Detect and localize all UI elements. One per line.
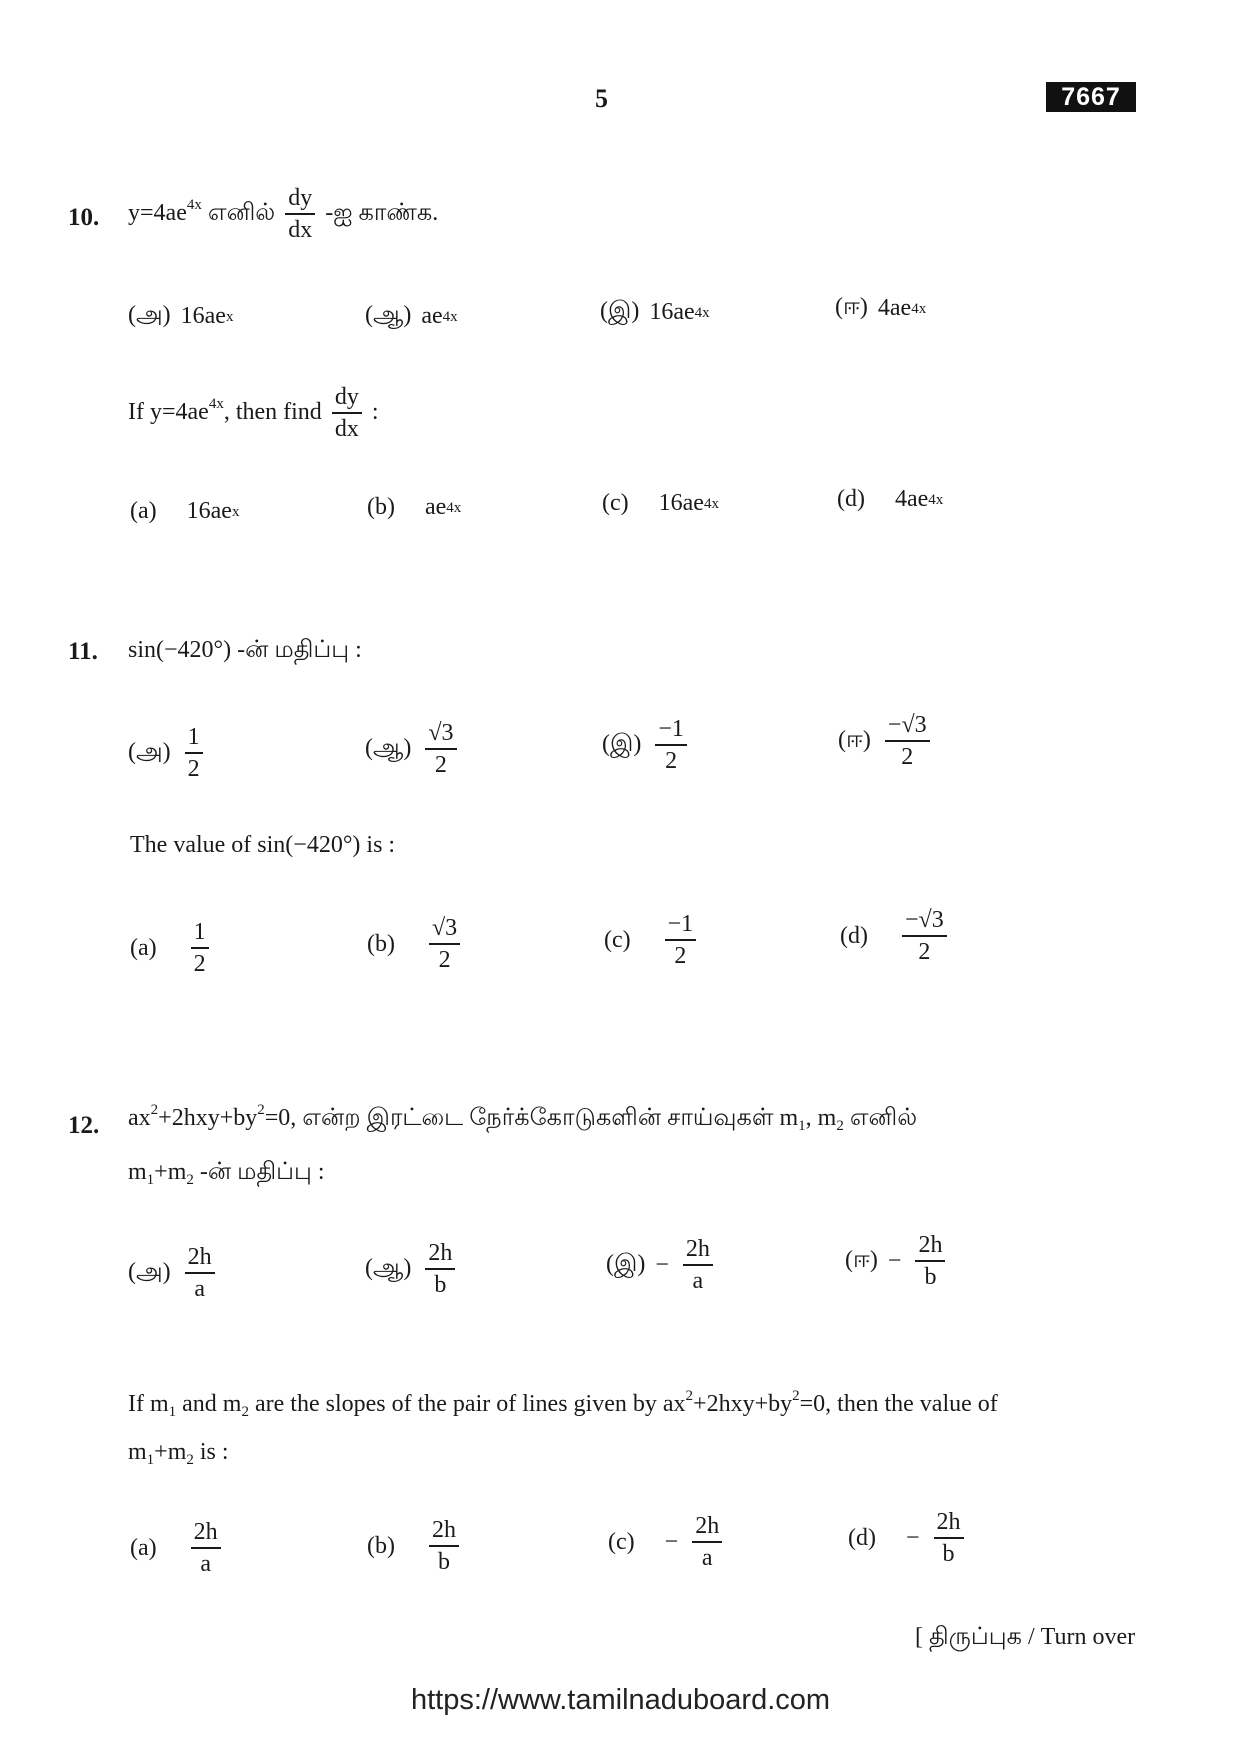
q10-tamil-option-2: (ஆ) ae 4x — [365, 302, 458, 329]
q12-tamil-option-2: (ஆ) $\frac{2h}{b}$ — [365, 1241, 459, 1298]
q12-tamil-option-3: (இ) − $\frac{2h}{a}$ — [606, 1237, 717, 1294]
q10-tamil-option-1: (அ) 16ae x — [128, 302, 234, 329]
question-12-english-line1: If $m_1$ and $m_2$ are the slopes of the pair of lines given by $ax^2+2hxy+by^2=0$, then the value of — [128, 1388, 998, 1420]
paper-code-badge: 7667 — [1046, 82, 1136, 112]
q11-english-option-b: (b) $\frac{√3}{2}$ — [367, 916, 464, 973]
q10-english-option-d: (d) 4ae 4x — [837, 486, 944, 512]
question-12-tamil-line1: $ax^2+2hxy+by^2=0$, என்ற இரட்டை நேர்க்கோடுகளின் சாய்வுகள் $m_1$, $m_2$ எனில் — [128, 1102, 918, 1134]
question-11-english-stem: The value of sin(−420°) is : — [130, 832, 396, 858]
turn-over-note: [ திருப்புக / Turn over — [915, 1624, 1136, 1650]
derivative-fraction: $\frac{dy}{dx}$ — [285, 186, 315, 243]
q11-tamil-option-2: (ஆ) $\frac{√3}{2}$ — [365, 721, 461, 778]
question-10-number: 10. — [68, 204, 100, 231]
q10-tamil-option-3: (இ) 16ae 4x — [600, 298, 710, 325]
page-number: 5 — [595, 84, 608, 113]
question-11-number: 11. — [68, 638, 98, 665]
website-url[interactable]: https://www.tamilnaduboard.com — [410, 1684, 831, 1716]
question-11-tamil-stem: sin(−420°) -ன் மதிப்பு : — [128, 637, 362, 663]
derivative-fraction: $\frac{dy}{dx}$ — [332, 385, 362, 442]
q11-english-option-d: (d) $\frac{-√3}{2}$ — [840, 908, 951, 965]
q11-tamil-option-3: (இ) $\frac{-1}{2}$ — [602, 717, 691, 774]
q10-english-option-a: (a) 16ae x — [130, 498, 240, 524]
question-10-english-stem: If $y=4ae^{4x}$, then find $\frac{dy}{dx}$ : — [128, 384, 379, 443]
question-12-tamil-line2: $m_1+m_2$ -ன் மதிப்பு : — [128, 1159, 325, 1188]
q12-tamil-option-1: (அ) $\frac{2h}{a}$ — [128, 1245, 219, 1302]
q11-tamil-option-1: (அ) $\frac{1}{2}$ — [128, 725, 207, 782]
question-10-tamil-stem: $y=4ae^{4x}$ எனில் $\frac{dy}{dx}$ -ஐ காண்க. — [128, 185, 439, 244]
q10-tamil-option-4: (ஈ) 4ae 4x — [835, 294, 927, 321]
q11-english-option-c: (c) $\frac{-1}{2}$ — [604, 912, 700, 969]
q12-english-option-c: (c) − $\frac{2h}{a}$ — [608, 1514, 726, 1571]
question-12-english-line2: $m_1+m_2$ is : — [128, 1439, 229, 1468]
q11-tamil-option-4: (ஈ) $\frac{-√3}{2}$ — [838, 713, 934, 770]
q10-english-option-b: (b) ae 4x — [367, 494, 462, 520]
q11-english-option-a: (a) $\frac{1}{2}$ — [130, 920, 213, 977]
q12-english-option-a: (a) $\frac{2h}{a}$ — [130, 1520, 225, 1577]
q10-english-option-c: (c) 16ae 4x — [602, 490, 719, 516]
q12-english-option-b: (b) $\frac{2h}{b}$ — [367, 1518, 463, 1575]
q12-tamil-option-4: (ஈ) − $\frac{2h}{b}$ — [845, 1233, 949, 1290]
q12-english-option-d: (d) − $\frac{2h}{b}$ — [848, 1510, 968, 1567]
question-12-number: 12. — [68, 1112, 100, 1139]
